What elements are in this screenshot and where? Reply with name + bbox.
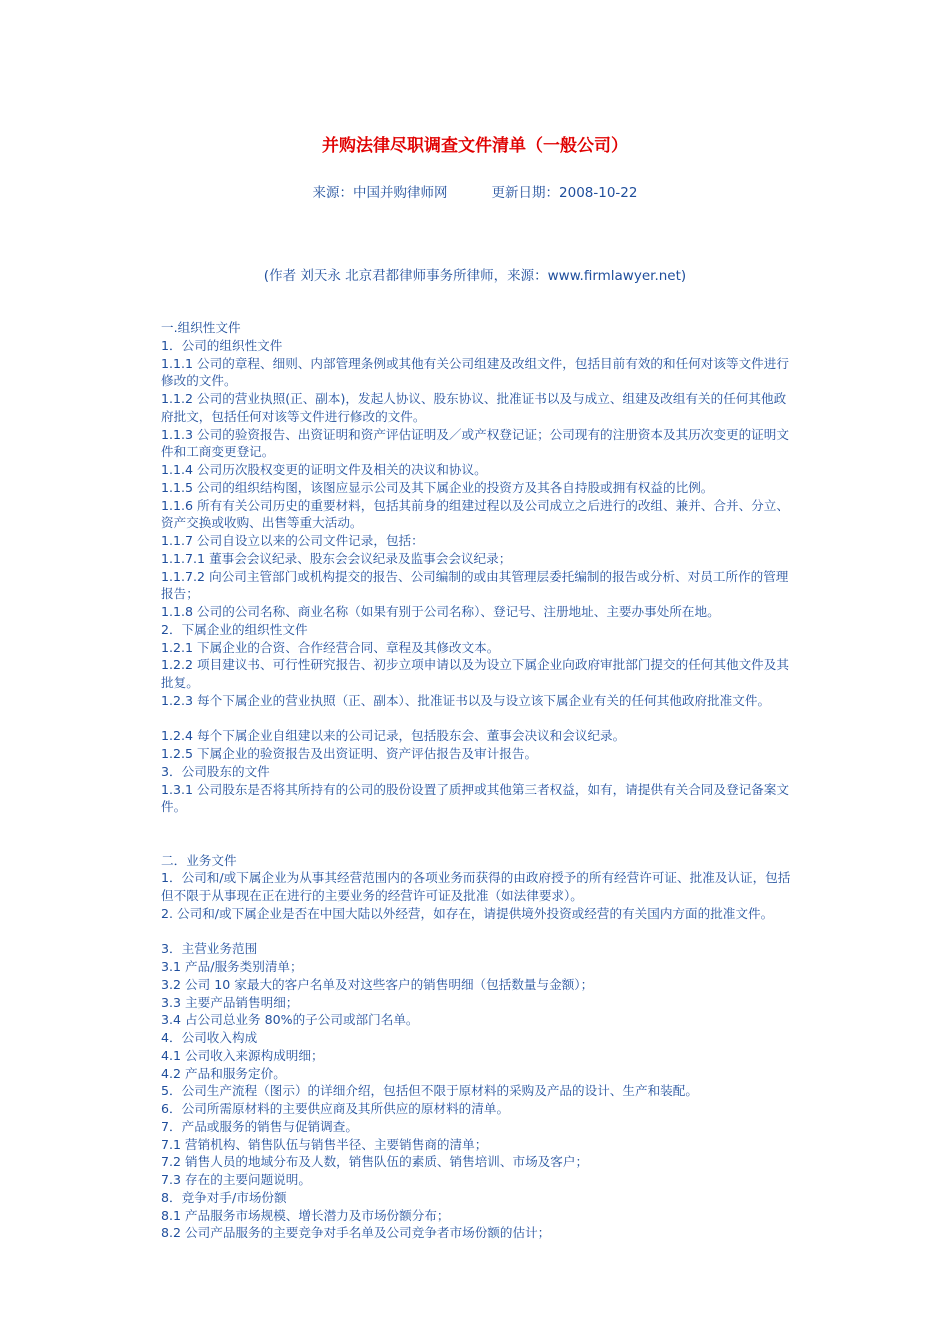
list-item: 7.3 存在的主要问题说明。 [161, 1172, 311, 1187]
document-body [161, 319, 793, 1242]
list-item: 1.1.7 公司自设立以来的公司文件记录，包括： [161, 533, 424, 548]
list-item: 4.1 公司收入来源构成明细； [161, 1047, 324, 1063]
list-item: 6．公司所需原材料的主要供应商及其所供应的原材料的清单。 [161, 1101, 510, 1116]
subsection-heading: 2．下属企业的组织性文件 [161, 621, 308, 637]
list-item: 1.1.7.1 董事会会议纪录、股东会会议纪录及监事会会议纪录； [161, 550, 512, 566]
list-item: 1.2.1 下属企业的合资、合作经营合同、章程及其修改文本。 [161, 639, 500, 655]
list-item: 8.1 产品服务市场规模、增长潜力及市场份额分布； [161, 1207, 450, 1223]
subsection-heading: 4．公司收入构成 [161, 1030, 258, 1045]
source-line [0, 183, 950, 203]
list-item: 7.1 营销机构、销售队伍与销售半径、主要销售商的清单； [161, 1136, 488, 1152]
list-item: 1.2.5 下属企业的验资报告及出资证明、资产评估报告及审计报告。 [161, 746, 538, 761]
list-item: 3.3 主要产品销售明细； [161, 994, 299, 1010]
list-item: 1.1.2 公司的营业执照(正、副本)，发起人协议、股东协议、批准证书以及与成立、组建及改组有关的任何其他政府批文，包括任何对该等文件进行修改的文件。 [161, 391, 787, 424]
list-item: 8.2 公司产品服务的主要竞争对手名单及公司竞争者市场份额的估计； [161, 1225, 551, 1241]
section-heading: 二．业务文件 [161, 852, 237, 868]
list-item: 3.4 占公司总业务 80%的子公司或部门名单。 [161, 1012, 419, 1028]
subsection-heading: 1．公司的组织性文件 [161, 337, 283, 353]
author-note: (作者 刘天永 北京君都律师事务所律师，来源：www.firmlawyer.net) [263, 268, 687, 284]
subsection-heading: 3．公司股东的文件 [161, 763, 270, 779]
list-item: 1.2.4 每个下属企业自组建以来的公司记录，包括股东会、董事会决议和会议纪录。 [161, 728, 626, 744]
list-item: 1.1.1 公司的章程、细则、内部管理条例或其他有关公司组建及改组文件，包括目前有效的和任何对该等文件进行修改的文件。 [161, 355, 789, 389]
subsection-heading: 7．产品或服务的销售与促销调查。 [161, 1118, 358, 1134]
list-item: 1.2.2 项目建议书、可行性研究报告、初步立项申请以及为设立下属企业向政府审批部门提交的任何其他文件及其批复。 [161, 657, 789, 690]
list-item: 1.2.3 每个下属企业的营业执照（正、副本）、批准证书以及与设立该下属企业有关的任何其他政府批准文件。 [161, 692, 771, 708]
subsection-heading: 3．主营业务范围 [161, 941, 258, 957]
list-item: 2. 公司和/或下属企业是否在中国大陆以外经营，如存在，请提供境外投资或经营的有关国内方面的批准文件。 [161, 905, 774, 921]
list-item: 3.1 产品/服务类别清单； [161, 959, 303, 974]
list-item: 1.1.4 公司历次股权变更的证明文件及相关的决议和协议。 [161, 462, 487, 477]
source-label: 来源：中国并购律师网 [312, 185, 448, 201]
list-item: 3.2 公司 10 家最大的客户名单及对这些客户的销售明细（包括数量与金额）； [161, 976, 594, 992]
update-date: 更新日期：2008-10-22 [491, 185, 638, 201]
list-item: 4.2 产品和服务定价。 [161, 1065, 286, 1081]
list-item: 1.1.8 公司的公司名称、商业名称（如果有别于公司名称）、登记号、注册地址、主要办事处所在地。 [161, 604, 720, 619]
document-title: 并购法律尽职调查文件清单（一般公司） [322, 136, 628, 156]
list-item: 1.1.3 公司的验资报告、出资证明和资产评估证明及／或产权登记证；公司现有的注册资本及其历次变更的证明文件和工商变更登记。 [161, 426, 789, 460]
list-item: 1.1.5 公司的组织结构图，该图应显示公司及其下属企业的投资方及其各自持股或拥有权益的比例。 [161, 479, 714, 495]
list-item: 1.1.6 所有有关公司历史的重要材料，包括其前身的组建过程以及公司成立之后进行的改组、兼并、合并、分立、资产交换或收购、出售等重大活动。 [161, 497, 789, 531]
section-heading: 一.组织性文件 [161, 320, 241, 335]
list-item: 1.3.1 公司股东是否将其所持有的公司的股份设置了质押或其他第三者权益，如有，请提供有关合同及登记备案文件。 [161, 781, 789, 815]
list-item: 7.2 销售人员的地域分布及人数，销售队伍的素质、销售培训、市场及客户； [161, 1154, 589, 1170]
list-item: 1.1.7.2 向公司主管部门或机构提交的报告、公司编制的或由其管理层委托编制的报告或分析、对员工所作的管理报告； [161, 568, 789, 602]
list-item: 5．公司生产流程（图示）的详细介绍，包括但不限于原材料的采购及产品的设计、生产和装配。 [161, 1083, 698, 1099]
subsection-heading: 8．竞争对手/市场份额 [161, 1189, 287, 1205]
list-item: 1．公司和/或下属企业为从事其经营范围内的各项业务而获得的由政府授予的所有经营许可证、批准及认证，包括但不限于从事现在正在进行的主要业务的经营许可证及批准（如法律要求）。 [161, 870, 791, 903]
